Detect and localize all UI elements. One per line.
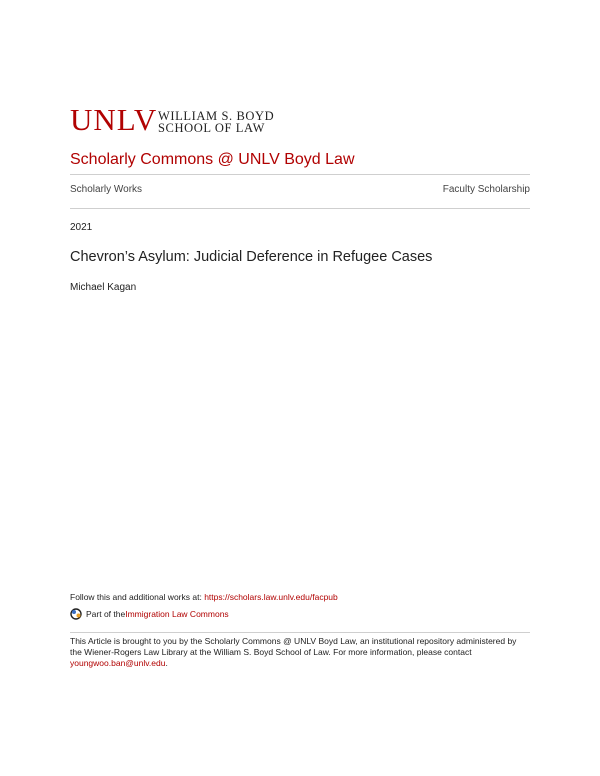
law-school-name — [158, 110, 274, 134]
part-of-line — [70, 608, 229, 620]
immigration-law-commons-link[interactable]: Immigration Law Commons — [125, 609, 229, 619]
article-title: Chevron’s Asylum: Judicial Deference in Refugee Cases — [70, 249, 433, 265]
site-title-link[interactable]: Scholarly Commons @ UNLV Boyd Law — [70, 151, 355, 168]
contact-email-link[interactable]: youngwoo.ban@unlv.edu — [70, 658, 166, 668]
follow-prefix: Follow this and additional works at: — [70, 592, 205, 602]
law-school-line1: WILLIAM S. BOYD — [158, 109, 275, 123]
publication-year: 2021 — [70, 222, 93, 233]
follow-line — [70, 592, 338, 602]
article-author: Michael Kagan — [70, 282, 137, 293]
footer-notice — [70, 636, 530, 669]
commons-network-icon — [70, 608, 82, 620]
divider-footer — [70, 632, 530, 633]
divider-bottom — [70, 208, 530, 209]
breadcrumb-faculty-scholarship[interactable]: Faculty Scholarship — [442, 184, 530, 195]
unlv-logo: UNLV — [70, 102, 158, 137]
breadcrumb-scholarly-works[interactable]: Scholarly Works — [70, 184, 143, 195]
divider-top — [70, 174, 530, 175]
footer-text: This Article is brought to you by the Scholarly Commons @ UNLV Boyd Law, an institutional repository administered by the Wiener-Rogers Law Library at the William S. Boyd School of Law. For more information, please contact — [70, 636, 517, 657]
footer-suffix: . — [165, 658, 168, 668]
part-of-prefix: Part of the — [86, 609, 126, 619]
law-school-line2: SCHOOL OF LAW — [158, 121, 266, 135]
facpub-link[interactable]: https://scholars.law.unlv.edu/facpub — [204, 592, 338, 602]
